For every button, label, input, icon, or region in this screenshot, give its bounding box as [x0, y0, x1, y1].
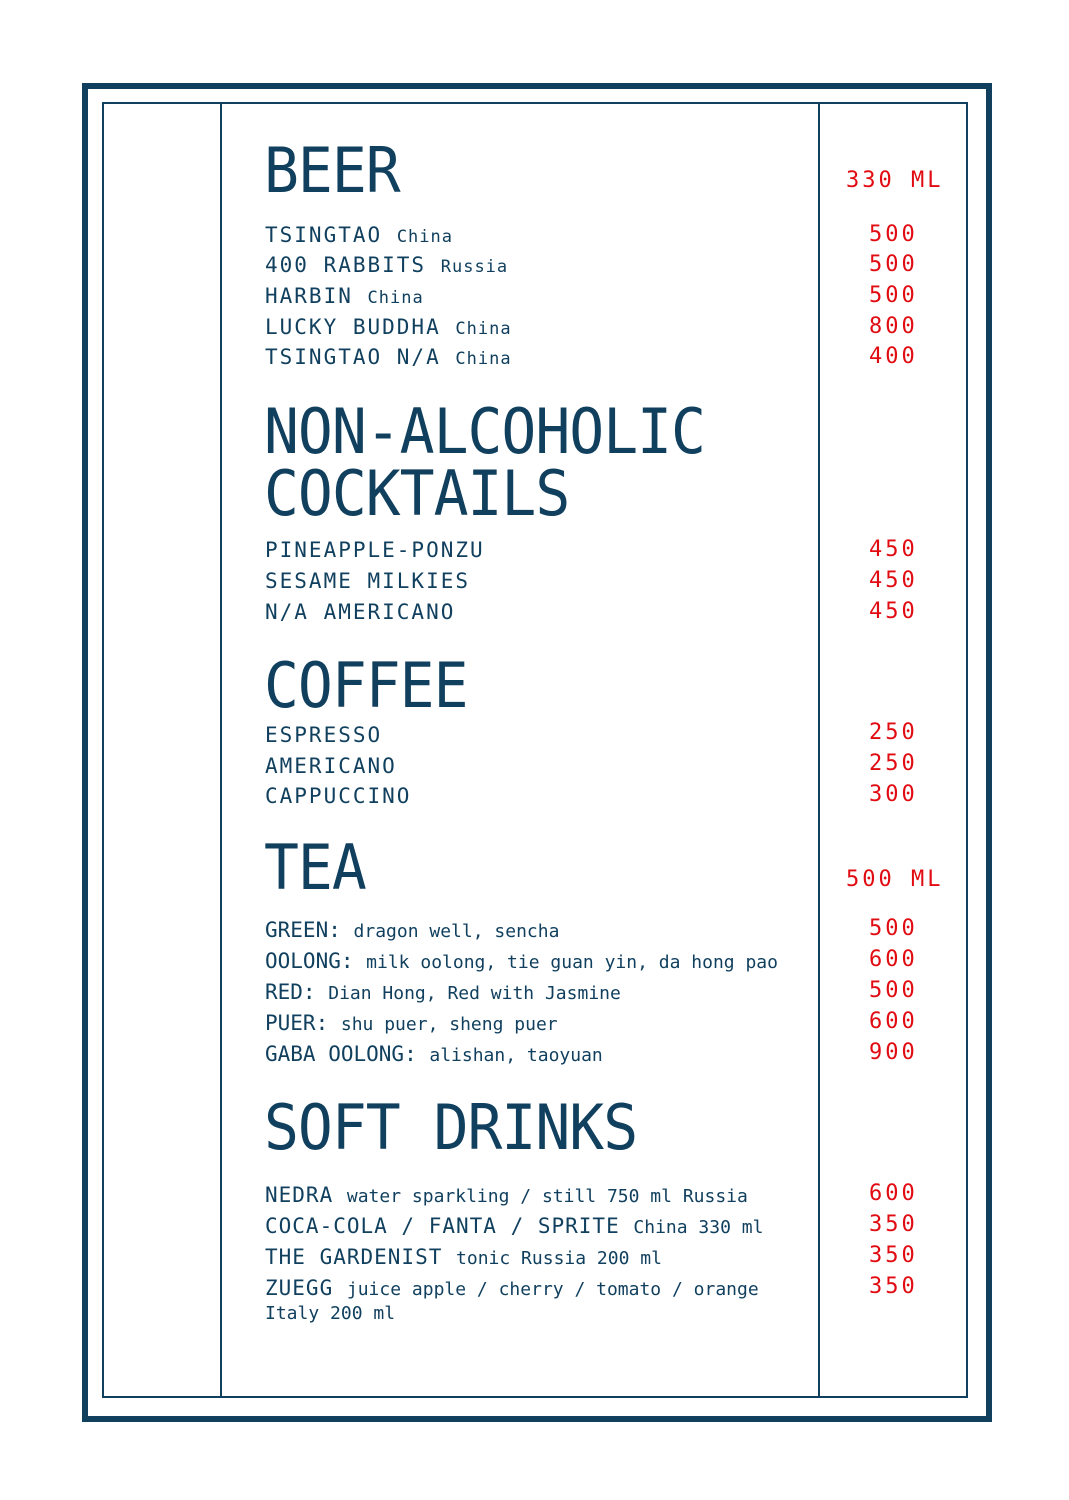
item-price: 800 — [869, 314, 918, 339]
item-detail: tonic Russia 200 ml — [456, 1248, 662, 1269]
item-name: GABA OOLONG: — [265, 1042, 417, 1066]
menu-item-cappuccino: CAPPUCCINO — [265, 784, 412, 808]
menu-item-nedra — [265, 1182, 748, 1210]
section-title-coffee: COFFEE — [264, 648, 468, 723]
menu-item-400-rabbits — [265, 252, 508, 280]
item-name: NEDRA — [265, 1183, 334, 1207]
item-price: 600 — [869, 1009, 918, 1034]
item-detail: China 330 ml — [633, 1217, 764, 1238]
item-price: 600 — [869, 947, 918, 972]
section-title-soft-drinks: SOFT DRINKS — [264, 1090, 638, 1165]
menu-item-gaba-oolong — [265, 1041, 603, 1069]
item-price: 900 — [869, 1040, 918, 1065]
item-origin: China — [455, 349, 512, 369]
menu-item-pineapple-ponzu: PINEAPPLE-PONZU — [265, 538, 485, 562]
section-title-tea: TEA — [264, 830, 366, 905]
menu-item-tsingtao — [265, 222, 453, 250]
item-detail: water sparkling / still 750 ml Russia — [346, 1186, 748, 1207]
section-title-beer: BEER — [264, 133, 400, 208]
item-price: 500 — [869, 252, 918, 277]
menu-item-oolong — [265, 948, 778, 976]
item-price: 500 — [869, 978, 918, 1003]
item-price: 450 — [869, 537, 918, 562]
item-price: 500 — [869, 283, 918, 308]
left-column-divider — [220, 102, 222, 1396]
item-price: 250 — [869, 751, 918, 776]
item-origin: Russia — [440, 257, 509, 277]
item-detail: alishan, taoyuan — [429, 1045, 603, 1066]
item-price: 450 — [869, 599, 918, 624]
item-price: 350 — [869, 1274, 918, 1299]
item-detail: dragon well, sencha — [353, 921, 560, 942]
menu-item-lucky-buddha — [265, 314, 512, 342]
menu-item-americano: AMERICANO — [265, 754, 397, 778]
item-price: 500 — [869, 222, 918, 247]
item-origin: China — [455, 319, 512, 339]
beer-volume-unit: 330 ML — [846, 168, 944, 193]
item-name: RED: — [265, 980, 316, 1004]
item-price: 600 — [869, 1181, 918, 1206]
item-name: 400 RABBITS — [265, 253, 427, 277]
menu-item-na-americano: N/A AMERICANO — [265, 600, 456, 624]
item-price: 250 — [869, 720, 918, 745]
menu-item-harbin — [265, 283, 424, 311]
item-detail: milk oolong, tie guan yin, da hong pao — [366, 952, 778, 973]
item-detail: shu puer, sheng puer — [340, 1014, 558, 1035]
menu-item-zuegg — [265, 1275, 759, 1303]
item-price: 400 — [869, 344, 918, 369]
menu-item-coca-cola — [265, 1213, 763, 1241]
right-column-divider — [818, 102, 820, 1396]
item-price: 450 — [869, 568, 918, 593]
item-detail: juice apple / cherry / tomato / orange — [346, 1279, 759, 1300]
tea-volume-unit: 500 ML — [846, 867, 944, 892]
menu-item-the-gardenist — [265, 1244, 662, 1272]
item-detail: Dian Hong, Red with Jasmine — [328, 983, 621, 1004]
menu-item-puer — [265, 1010, 558, 1038]
section-title-cocktails-line2: COCKTAILS — [264, 456, 570, 531]
item-name: ZUEGG — [265, 1276, 334, 1300]
item-price: 300 — [869, 782, 918, 807]
item-price: 350 — [869, 1212, 918, 1237]
item-name: TSINGTAO N/A — [265, 345, 441, 369]
menu-item-red-tea — [265, 979, 621, 1007]
item-name: COCA-COLA / FANTA / SPRITE — [265, 1214, 620, 1238]
menu-item-sesame-milkies: SESAME MILKIES — [265, 569, 471, 593]
section-title-cocktails-line1: NON-ALCOHOLIC — [264, 394, 705, 469]
menu-item-green-tea — [265, 917, 559, 945]
item-price: 350 — [869, 1243, 918, 1268]
item-name: GREEN: — [265, 918, 341, 942]
item-name: OOLONG: — [265, 949, 354, 973]
menu-item-espresso: ESPRESSO — [265, 723, 383, 747]
item-name: THE GARDENIST — [265, 1245, 443, 1269]
item-origin: China — [396, 227, 453, 247]
item-name: PUER: — [265, 1011, 329, 1035]
menu-item-tsingtao-na — [265, 344, 512, 372]
item-name: HARBIN — [265, 284, 353, 308]
item-detail-continued: Italy 200 ml — [265, 1303, 396, 1324]
item-origin: China — [367, 288, 424, 308]
item-name: TSINGTAO — [265, 223, 383, 247]
item-name: LUCKY BUDDHA — [265, 315, 441, 339]
item-price: 500 — [869, 916, 918, 941]
